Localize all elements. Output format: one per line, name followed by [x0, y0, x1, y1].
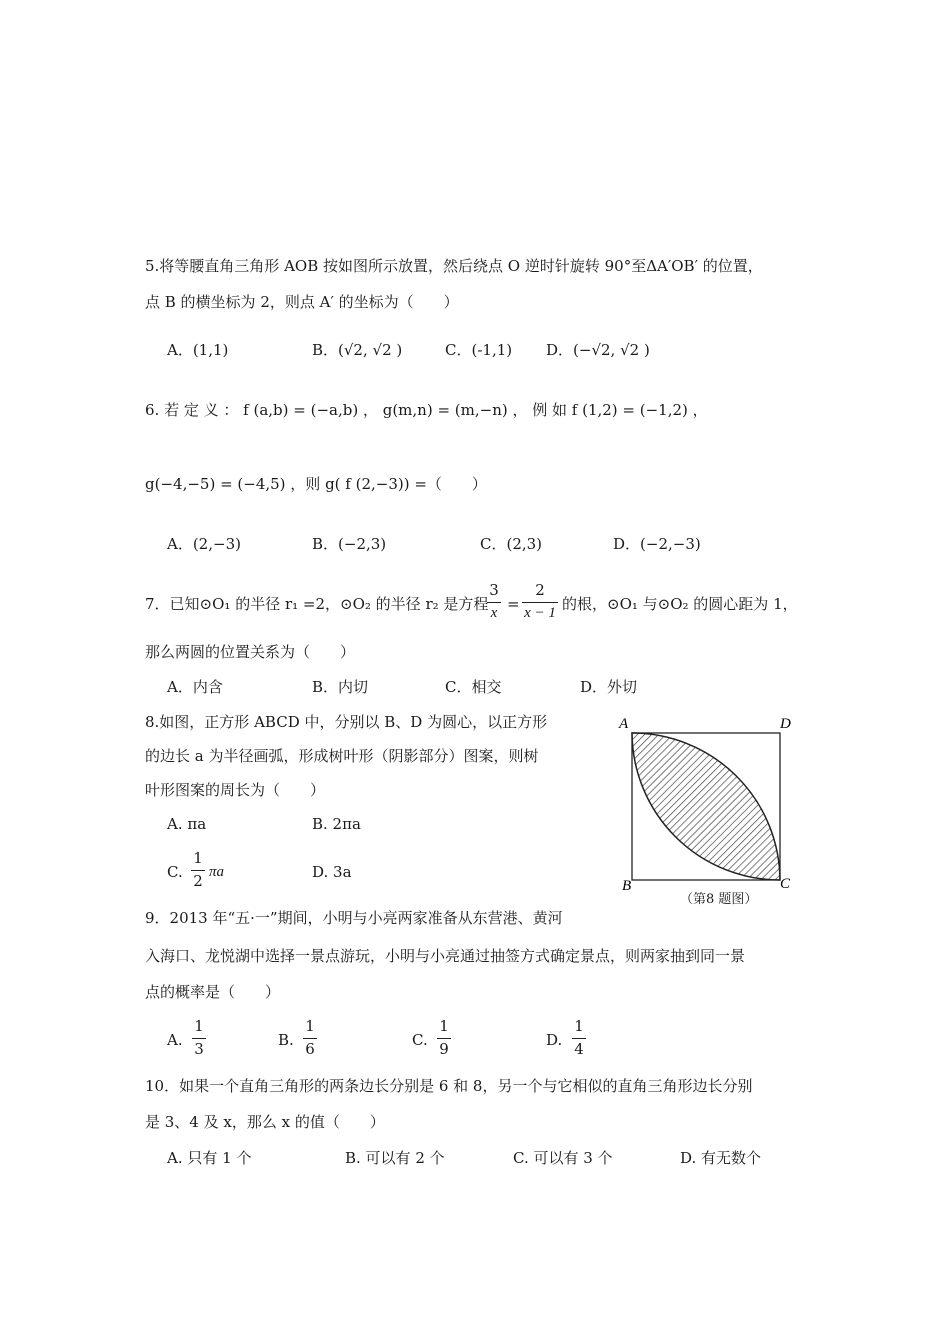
q7-option-d: D．外切 [580, 678, 638, 696]
q6-line2: g(−4,−5) = (−4,5) ，则 g( f (2,−3)) =（ ） [145, 475, 487, 493]
vertex-c-label: C [780, 876, 791, 892]
q7-frac1-num: 3 [489, 581, 499, 599]
q7-option-a: A．内含 [167, 678, 223, 696]
q7-frac1-den: x [487, 602, 501, 623]
leaf-square-diagram [612, 710, 802, 910]
q10-option-d: D. 有无数个 [680, 1149, 762, 1167]
q10-line1: 10．如果一个直角三角形的两条边长分别是 6 和 8，另一个与它相似的直角三角形边长分别 [145, 1077, 753, 1095]
q9-option-b-num: 1 [305, 1017, 315, 1035]
q8-option-c-den: 2 [191, 870, 205, 891]
q7-line1-end: 的根，⊙O₁ 与⊙O₂ 的圆心距为 1， [562, 595, 798, 613]
q6-option-a: A．(2,−3) [167, 535, 241, 553]
q8-option-b: B. 2πa [312, 815, 361, 833]
q10-option-c: C. 可以有 3 个 [513, 1149, 613, 1167]
q6-line1: 6. 若 定 义 ： f (a,b) = (−a,b) ， g(m,n) = (m,−n) ， 例 如 f (1,2) = (−1,2) ， [145, 401, 708, 419]
q8-figure-caption: （第8 题图） [680, 892, 758, 907]
q9-option-a-num: 1 [194, 1017, 204, 1035]
q7-option-c: C．相交 [445, 678, 502, 696]
q9-line2: 入海口、龙悦湖中选择一景点游玩，小明与小亮通过抽签方式确定景点，则两家抽到同一景 [145, 947, 746, 965]
q9-option-c-num: 1 [439, 1017, 449, 1035]
q6-option-b: B．(−2,3) [312, 535, 387, 553]
q9-option-d-den: 4 [572, 1038, 586, 1059]
q9-option-c-label: C. [412, 1031, 428, 1049]
q7-line1-start: 7．已知⊙O₁ 的半径 r₁ =2，⊙O₂ 的半径 r₂ 是方程 [145, 595, 489, 613]
q9-option-c-frac [437, 1016, 451, 1059]
q9-option-a-frac [192, 1016, 206, 1059]
q6-option-d: D．(−2,−3) [613, 535, 701, 553]
q9-option-c-den: 9 [437, 1038, 451, 1059]
q8-figure [612, 710, 802, 910]
q7-frac2-num: 2 [535, 581, 545, 599]
q5-option-d: D．(−√2, √2 ) [546, 341, 650, 359]
q9-line3: 点的概率是（ ） [145, 983, 281, 1001]
vertex-d-label: D [780, 716, 791, 732]
q7-frac2-den: x − 1 [522, 602, 558, 623]
q8-option-a: A. πa [167, 815, 207, 833]
q10-option-b: B. 可以有 2 个 [345, 1149, 445, 1167]
q8-option-c-label: C. [167, 863, 183, 881]
q5-option-c: C．(-1,1) [445, 341, 513, 359]
q7-line2: 那么两圆的位置关系为（ ） [145, 643, 356, 661]
vertex-a-label: A [619, 716, 629, 732]
q9-option-b-frac [303, 1016, 317, 1059]
q8-line1: 8.如图，正方形 ABCD 中，分别以 B、D 为圆心，以正方形 [145, 713, 548, 731]
q8-option-d: D. 3a [312, 863, 352, 881]
q8-line3: 叶形图案的周长为（ ） [145, 781, 326, 799]
q7-frac1 [487, 580, 501, 623]
q9-option-b-label: B. [278, 1031, 294, 1049]
q7-frac2 [522, 580, 558, 623]
q9-line1: 9．2013 年“五·一”期间，小明与小亮两家准备从东营港、黄河 [145, 909, 563, 927]
q9-option-d-num: 1 [574, 1017, 584, 1035]
q8-option-c-num: 1 [193, 849, 203, 867]
q9-option-a-label: A. [167, 1031, 183, 1049]
vertex-b-label: B [622, 878, 632, 894]
q9-option-a-den: 3 [192, 1038, 206, 1059]
q8-option-c-tail: πa [209, 864, 225, 880]
q10-line2: 是 3、4 及 x，那么 x 的值（ ） [145, 1113, 385, 1131]
leaf-shaded-region [632, 733, 780, 880]
q7-option-b: B．内切 [312, 678, 369, 696]
q9-option-b-den: 6 [303, 1038, 317, 1059]
q8-option-c-frac [191, 848, 205, 891]
q8-line2: 的边长 a 为半径画弧，形成树叶形（阴影部分）图案，则树 [145, 747, 539, 765]
q5-option-a: A．(1,1) [167, 341, 229, 359]
q5-line1: 5.将等腰直角三角形 AOB 按如图所示放置，然后绕点 O 逆时针旋转 90°至ΔA′OB′ 的位置， [145, 257, 763, 275]
q5-line2: 点 B 的横坐标为 2，则点 A′ 的坐标为（ ） [145, 293, 459, 311]
q9-option-d-frac [572, 1016, 586, 1059]
q5-option-b: B．(√2, √2 ) [312, 341, 403, 359]
q7-equals: = [507, 595, 520, 613]
q6-option-c: C．(2,3) [480, 535, 543, 553]
q10-option-a: A. 只有 1 个 [167, 1149, 252, 1167]
q9-option-d-label: D. [546, 1031, 563, 1049]
